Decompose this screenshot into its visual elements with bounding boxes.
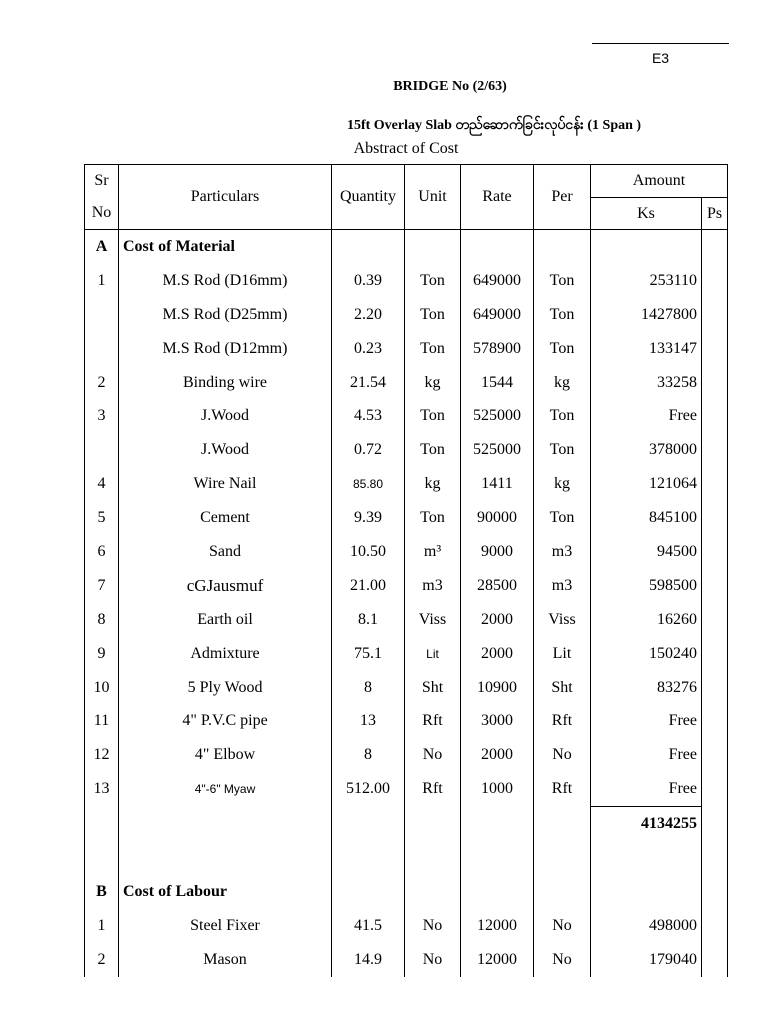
sr-no-cell: 8	[85, 603, 119, 637]
unit-cell: Ton	[405, 332, 461, 366]
particulars-cell: 5 Ply Wood	[119, 671, 332, 705]
amount-ks-cell: 150240	[591, 637, 702, 671]
per-cell: No	[534, 943, 591, 977]
quantity-cell: 75.1	[332, 637, 405, 671]
rate-cell: 2000	[461, 637, 534, 671]
table-row	[85, 467, 728, 501]
unit-cell: m³	[405, 535, 461, 569]
sr-no-cell	[85, 433, 119, 467]
amount-ps-cell	[702, 501, 728, 535]
amount-ks-cell: 179040	[591, 943, 702, 977]
bridge-number-title: BRIDGE No (2/63)	[393, 79, 507, 94]
table-row	[85, 501, 728, 535]
sr-header-bottom: No	[85, 198, 119, 230]
table-row	[85, 704, 728, 738]
amount-ps-cell	[702, 671, 728, 705]
empty-cell	[332, 875, 405, 909]
sr-no-cell: 1	[85, 264, 119, 298]
per-cell: kg	[534, 366, 591, 400]
rate-cell: 2000	[461, 603, 534, 637]
particulars-cell: Cement	[119, 501, 332, 535]
empty-cell	[119, 841, 332, 875]
amount-ks-cell: 378000	[591, 433, 702, 467]
unit-cell: Lit	[405, 637, 461, 671]
per-cell: Viss	[534, 603, 591, 637]
empty-cell	[591, 875, 702, 909]
empty-cell	[119, 807, 332, 841]
quantity-cell: 2.20	[332, 298, 405, 332]
unit-cell: No	[405, 738, 461, 772]
amount-ks-cell: 94500	[591, 535, 702, 569]
material-total-value: 4134255	[591, 807, 702, 841]
section-title: Cost of Material	[119, 230, 332, 264]
amount-ks-cell: 253110	[591, 264, 702, 298]
table-header	[85, 165, 728, 230]
sr-no-cell: 5	[85, 501, 119, 535]
work-title: 15ft Overlay Slab တည်ဆောက်ခြင်းလုပ်ငန်း (1 Span )	[346, 118, 642, 133]
per-cell: Rft	[534, 772, 591, 806]
empty-cell	[534, 807, 591, 841]
unit-cell: Viss	[405, 603, 461, 637]
per-cell: Ton	[534, 332, 591, 366]
rate-cell: 2000	[461, 738, 534, 772]
particulars-cell: Steel Fixer	[119, 909, 332, 943]
quantity-cell: 4.53	[332, 399, 405, 433]
empty-cell	[461, 841, 534, 875]
page-ref-rule	[592, 43, 729, 44]
sr-no-cell: 10	[85, 671, 119, 705]
amount-ps-cell	[702, 264, 728, 298]
amount-ks-cell: 845100	[591, 501, 702, 535]
particulars-cell: Sand	[119, 535, 332, 569]
ks-header: Ks	[591, 198, 702, 230]
sr-no-cell: 13	[85, 772, 119, 806]
amount-ps-cell	[702, 807, 728, 841]
amount-ps-cell	[702, 332, 728, 366]
quantity-cell: 85.80	[332, 467, 405, 501]
particulars-cell: 4" P.V.C pipe	[119, 704, 332, 738]
sr-no-cell: 6	[85, 535, 119, 569]
amount-ks-cell: 121064	[591, 467, 702, 501]
empty-cell	[461, 807, 534, 841]
table-row	[85, 671, 728, 705]
particulars-cell: Mason	[119, 943, 332, 977]
quantity-cell: 512.00	[332, 772, 405, 806]
unit-cell: kg	[405, 366, 461, 400]
empty-cell	[702, 841, 728, 875]
amount-ps-cell	[702, 433, 728, 467]
table-row	[85, 738, 728, 772]
unit-cell: Sht	[405, 671, 461, 705]
rate-header: Rate	[461, 165, 534, 230]
quantity-cell: 21.54	[332, 366, 405, 400]
amount-ps-cell	[702, 772, 728, 806]
table-row	[85, 298, 728, 332]
section-code: B	[85, 875, 119, 909]
particulars-cell: cGJausmuf	[119, 569, 332, 603]
per-cell: Ton	[534, 501, 591, 535]
amount-ps-cell	[702, 704, 728, 738]
amount-ks-cell: 498000	[591, 909, 702, 943]
quantity-cell: 0.72	[332, 433, 405, 467]
particulars-cell: Earth oil	[119, 603, 332, 637]
table-row	[85, 772, 728, 806]
material-total-row	[85, 807, 728, 841]
quantity-cell: 10.50	[332, 535, 405, 569]
amount-ps-cell	[702, 569, 728, 603]
sr-no-cell	[85, 298, 119, 332]
unit-cell: Ton	[405, 399, 461, 433]
unit-cell: Ton	[405, 298, 461, 332]
sr-no-cell: 2	[85, 366, 119, 400]
empty-cell	[591, 841, 702, 875]
amount-ps-cell	[702, 399, 728, 433]
page-reference: E3	[651, 50, 670, 66]
rate-cell: 3000	[461, 704, 534, 738]
quantity-cell: 8	[332, 738, 405, 772]
rate-cell: 525000	[461, 433, 534, 467]
rate-cell: 578900	[461, 332, 534, 366]
empty-cell	[405, 807, 461, 841]
per-cell: Ton	[534, 298, 591, 332]
empty-cell	[85, 807, 119, 841]
sr-no-cell: 4	[85, 467, 119, 501]
particulars-cell: Binding wire	[119, 366, 332, 400]
abstract-subtitle: Abstract of Cost	[353, 140, 459, 157]
sr-no-cell: 9	[85, 637, 119, 671]
per-cell: No	[534, 909, 591, 943]
quantity-header: Quantity	[332, 165, 405, 230]
table-row	[85, 637, 728, 671]
table-row	[85, 433, 728, 467]
sr-no-cell: 3	[85, 399, 119, 433]
rate-cell: 9000	[461, 535, 534, 569]
section-b-row	[85, 875, 728, 909]
unit-cell: No	[405, 909, 461, 943]
per-cell: No	[534, 738, 591, 772]
section-code: A	[85, 230, 119, 264]
rate-cell: 649000	[461, 298, 534, 332]
amount-ps-cell	[702, 909, 728, 943]
quantity-cell: 13	[332, 704, 405, 738]
rate-cell: 1544	[461, 366, 534, 400]
unit-header: Unit	[405, 165, 461, 230]
amount-ps-cell	[702, 738, 728, 772]
per-cell: Sht	[534, 671, 591, 705]
sr-header-top: Sr	[85, 165, 119, 198]
empty-cell	[332, 841, 405, 875]
empty-cell	[332, 807, 405, 841]
particulars-cell: 4"-6" Myaw	[119, 772, 332, 806]
per-cell: Ton	[534, 399, 591, 433]
amount-header: Amount	[591, 165, 728, 198]
per-cell: m3	[534, 569, 591, 603]
table-row	[85, 332, 728, 366]
table-row	[85, 535, 728, 569]
unit-cell: No	[405, 943, 461, 977]
particulars-cell: J.Wood	[119, 433, 332, 467]
particulars-cell: Wire Nail	[119, 467, 332, 501]
particulars-cell: M.S Rod (D25mm)	[119, 298, 332, 332]
amount-ps-cell	[702, 366, 728, 400]
quantity-cell: 14.9	[332, 943, 405, 977]
sr-no-cell: 1	[85, 909, 119, 943]
empty-cell	[534, 875, 591, 909]
unit-cell: m3	[405, 569, 461, 603]
amount-ks-cell: 83276	[591, 671, 702, 705]
section-a-row	[85, 230, 728, 264]
unit-cell: kg	[405, 467, 461, 501]
amount-ks-cell: 33258	[591, 366, 702, 400]
sr-no-cell: 7	[85, 569, 119, 603]
quantity-cell: 0.23	[332, 332, 405, 366]
amount-ks-cell: Free	[591, 704, 702, 738]
quantity-cell: 21.00	[332, 569, 405, 603]
rate-cell: 1000	[461, 772, 534, 806]
amount-ks-cell: 133147	[591, 332, 702, 366]
empty-cell	[405, 875, 461, 909]
table-row	[85, 399, 728, 433]
rate-cell: 10900	[461, 671, 534, 705]
sr-no-cell: 12	[85, 738, 119, 772]
amount-ks-cell: Free	[591, 772, 702, 806]
per-cell: Ton	[534, 433, 591, 467]
ps-header: Ps	[702, 198, 728, 230]
particulars-cell: J.Wood	[119, 399, 332, 433]
empty-cell	[85, 841, 119, 875]
amount-ps-cell	[702, 298, 728, 332]
unit-cell: Ton	[405, 433, 461, 467]
empty-cell	[461, 875, 534, 909]
quantity-cell: 0.39	[332, 264, 405, 298]
per-header: Per	[534, 165, 591, 230]
table-row	[85, 603, 728, 637]
amount-ks-cell: 1427800	[591, 298, 702, 332]
quantity-cell: 8.1	[332, 603, 405, 637]
empty-cell	[405, 841, 461, 875]
particulars-header: Particulars	[119, 165, 332, 230]
empty-cell	[702, 875, 728, 909]
table-row	[85, 569, 728, 603]
table-row	[85, 264, 728, 298]
rate-cell: 90000	[461, 501, 534, 535]
particulars-cell: M.S Rod (D16mm)	[119, 264, 332, 298]
per-cell: Lit	[534, 637, 591, 671]
rate-cell: 28500	[461, 569, 534, 603]
per-cell: kg	[534, 467, 591, 501]
amount-ks-cell: 16260	[591, 603, 702, 637]
amount-ps-cell	[702, 467, 728, 501]
amount-ks-cell: 598500	[591, 569, 702, 603]
unit-cell: Ton	[405, 501, 461, 535]
unit-cell: Rft	[405, 772, 461, 806]
sr-no-cell	[85, 332, 119, 366]
table-row	[85, 909, 728, 943]
rate-cell: 525000	[461, 399, 534, 433]
amount-ps-cell	[702, 603, 728, 637]
amount-ps-cell	[702, 637, 728, 671]
rate-cell: 12000	[461, 909, 534, 943]
rate-cell: 649000	[461, 264, 534, 298]
per-cell: Rft	[534, 704, 591, 738]
quantity-cell: 9.39	[332, 501, 405, 535]
unit-cell: Rft	[405, 704, 461, 738]
section-title: Cost of Labour	[119, 875, 332, 909]
rate-cell: 12000	[461, 943, 534, 977]
spacer-row	[85, 841, 728, 875]
per-cell: Ton	[534, 264, 591, 298]
rate-cell: 1411	[461, 467, 534, 501]
abstract-of-cost-table	[84, 164, 728, 977]
amount-ks-cell: Free	[591, 738, 702, 772]
table-row	[85, 366, 728, 400]
quantity-cell: 8	[332, 671, 405, 705]
particulars-cell: Admixture	[119, 637, 332, 671]
table-body	[85, 230, 728, 977]
particulars-cell: 4" Elbow	[119, 738, 332, 772]
unit-cell: Ton	[405, 264, 461, 298]
particulars-cell: M.S Rod (D12mm)	[119, 332, 332, 366]
amount-ps-cell	[702, 535, 728, 569]
table-row	[85, 943, 728, 977]
empty-cell	[534, 841, 591, 875]
per-cell: m3	[534, 535, 591, 569]
sr-no-cell: 2	[85, 943, 119, 977]
amount-ps-cell	[702, 943, 728, 977]
quantity-cell: 41.5	[332, 909, 405, 943]
sr-no-cell: 11	[85, 704, 119, 738]
amount-ks-cell: Free	[591, 399, 702, 433]
